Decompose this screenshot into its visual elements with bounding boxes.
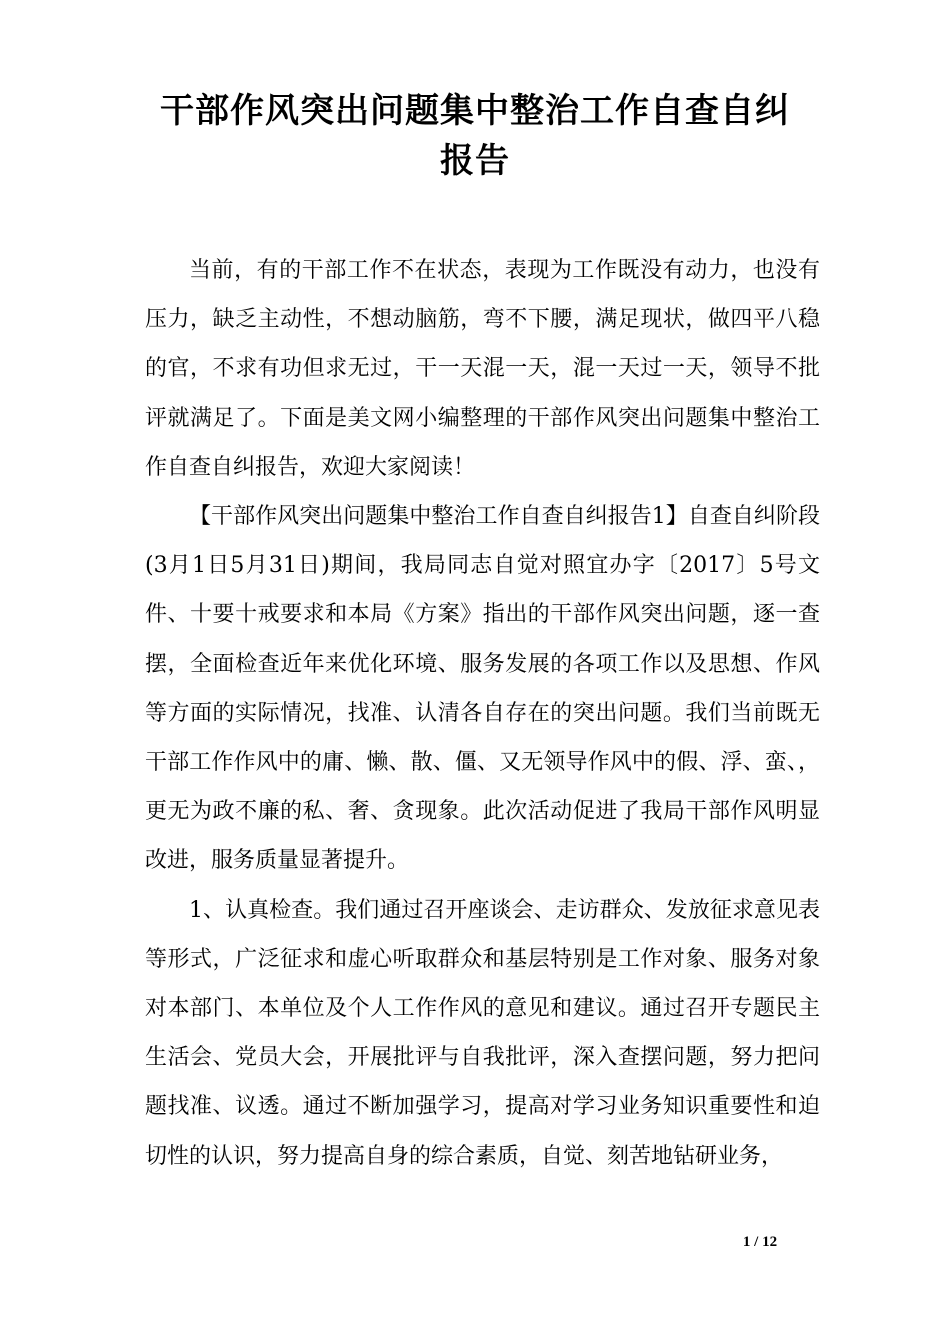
paragraph-intro: 当前，有的干部工作不在状态，表现为工作既没有动力，也没有压力，缺乏主动性，不想动脑筋，弯不下腰，满足现状，做四平八稳的官，不求有功但求无过，干一天混一天，混一天过一天，领导不批评就满足了。下面是美文网小编整理的干部作风突出问题集中整治工作自查自纠报告，欢迎大家阅读！ [145,258,820,480]
paragraph-report-1: 【干部作风突出问题集中整治工作自查自纠报告1】自查自纠阶段(3月1日5月31日)期间，我局同志自觉对照宜办字〔2017〕5号文件、十要十戒要求和本局《方案》指出的干部作风突出问题，逐一查摆，全面检查近年来优化环境、服务发展的各项工作以及思想、作风等方面的实际情况，找准、认清各自存在的突出问题。我们当前既无干部工作作风中的庸、懒、散、僵、又无领导作风中的假、浮、蛮、，更无为政不廉的私、奢、贪现象。此次活动促进了我局干部作风明显改进，服务质量显著提升。 [145,504,820,874]
title-line-2: 报告 [440,141,510,181]
document-title [100,86,850,186]
page-number: 1 / 12 [742,1234,778,1250]
document-body [145,246,820,1181]
title-line-1: 干部作风突出问题集中整治工作自查自纠 [160,91,790,131]
paragraph-careful-check: 1、认真检查。我们通过召开座谈会、走访群众、发放征求意见表等形式，广泛征求和虚心听取群众和基层特别是工作对象、服务对象对本部门、本单位及个人工作作风的意见和建议。通过召开专题民主生活会、党员大会，开展批评与自我批评，深入查摆问题，努力把问题找准、议透。通过不断加强学习，提高对学习业务知识重要性和迫切性的认识，努力提高自身的综合素质，自觉、刻苦地钻研业务， [145,897,820,1169]
